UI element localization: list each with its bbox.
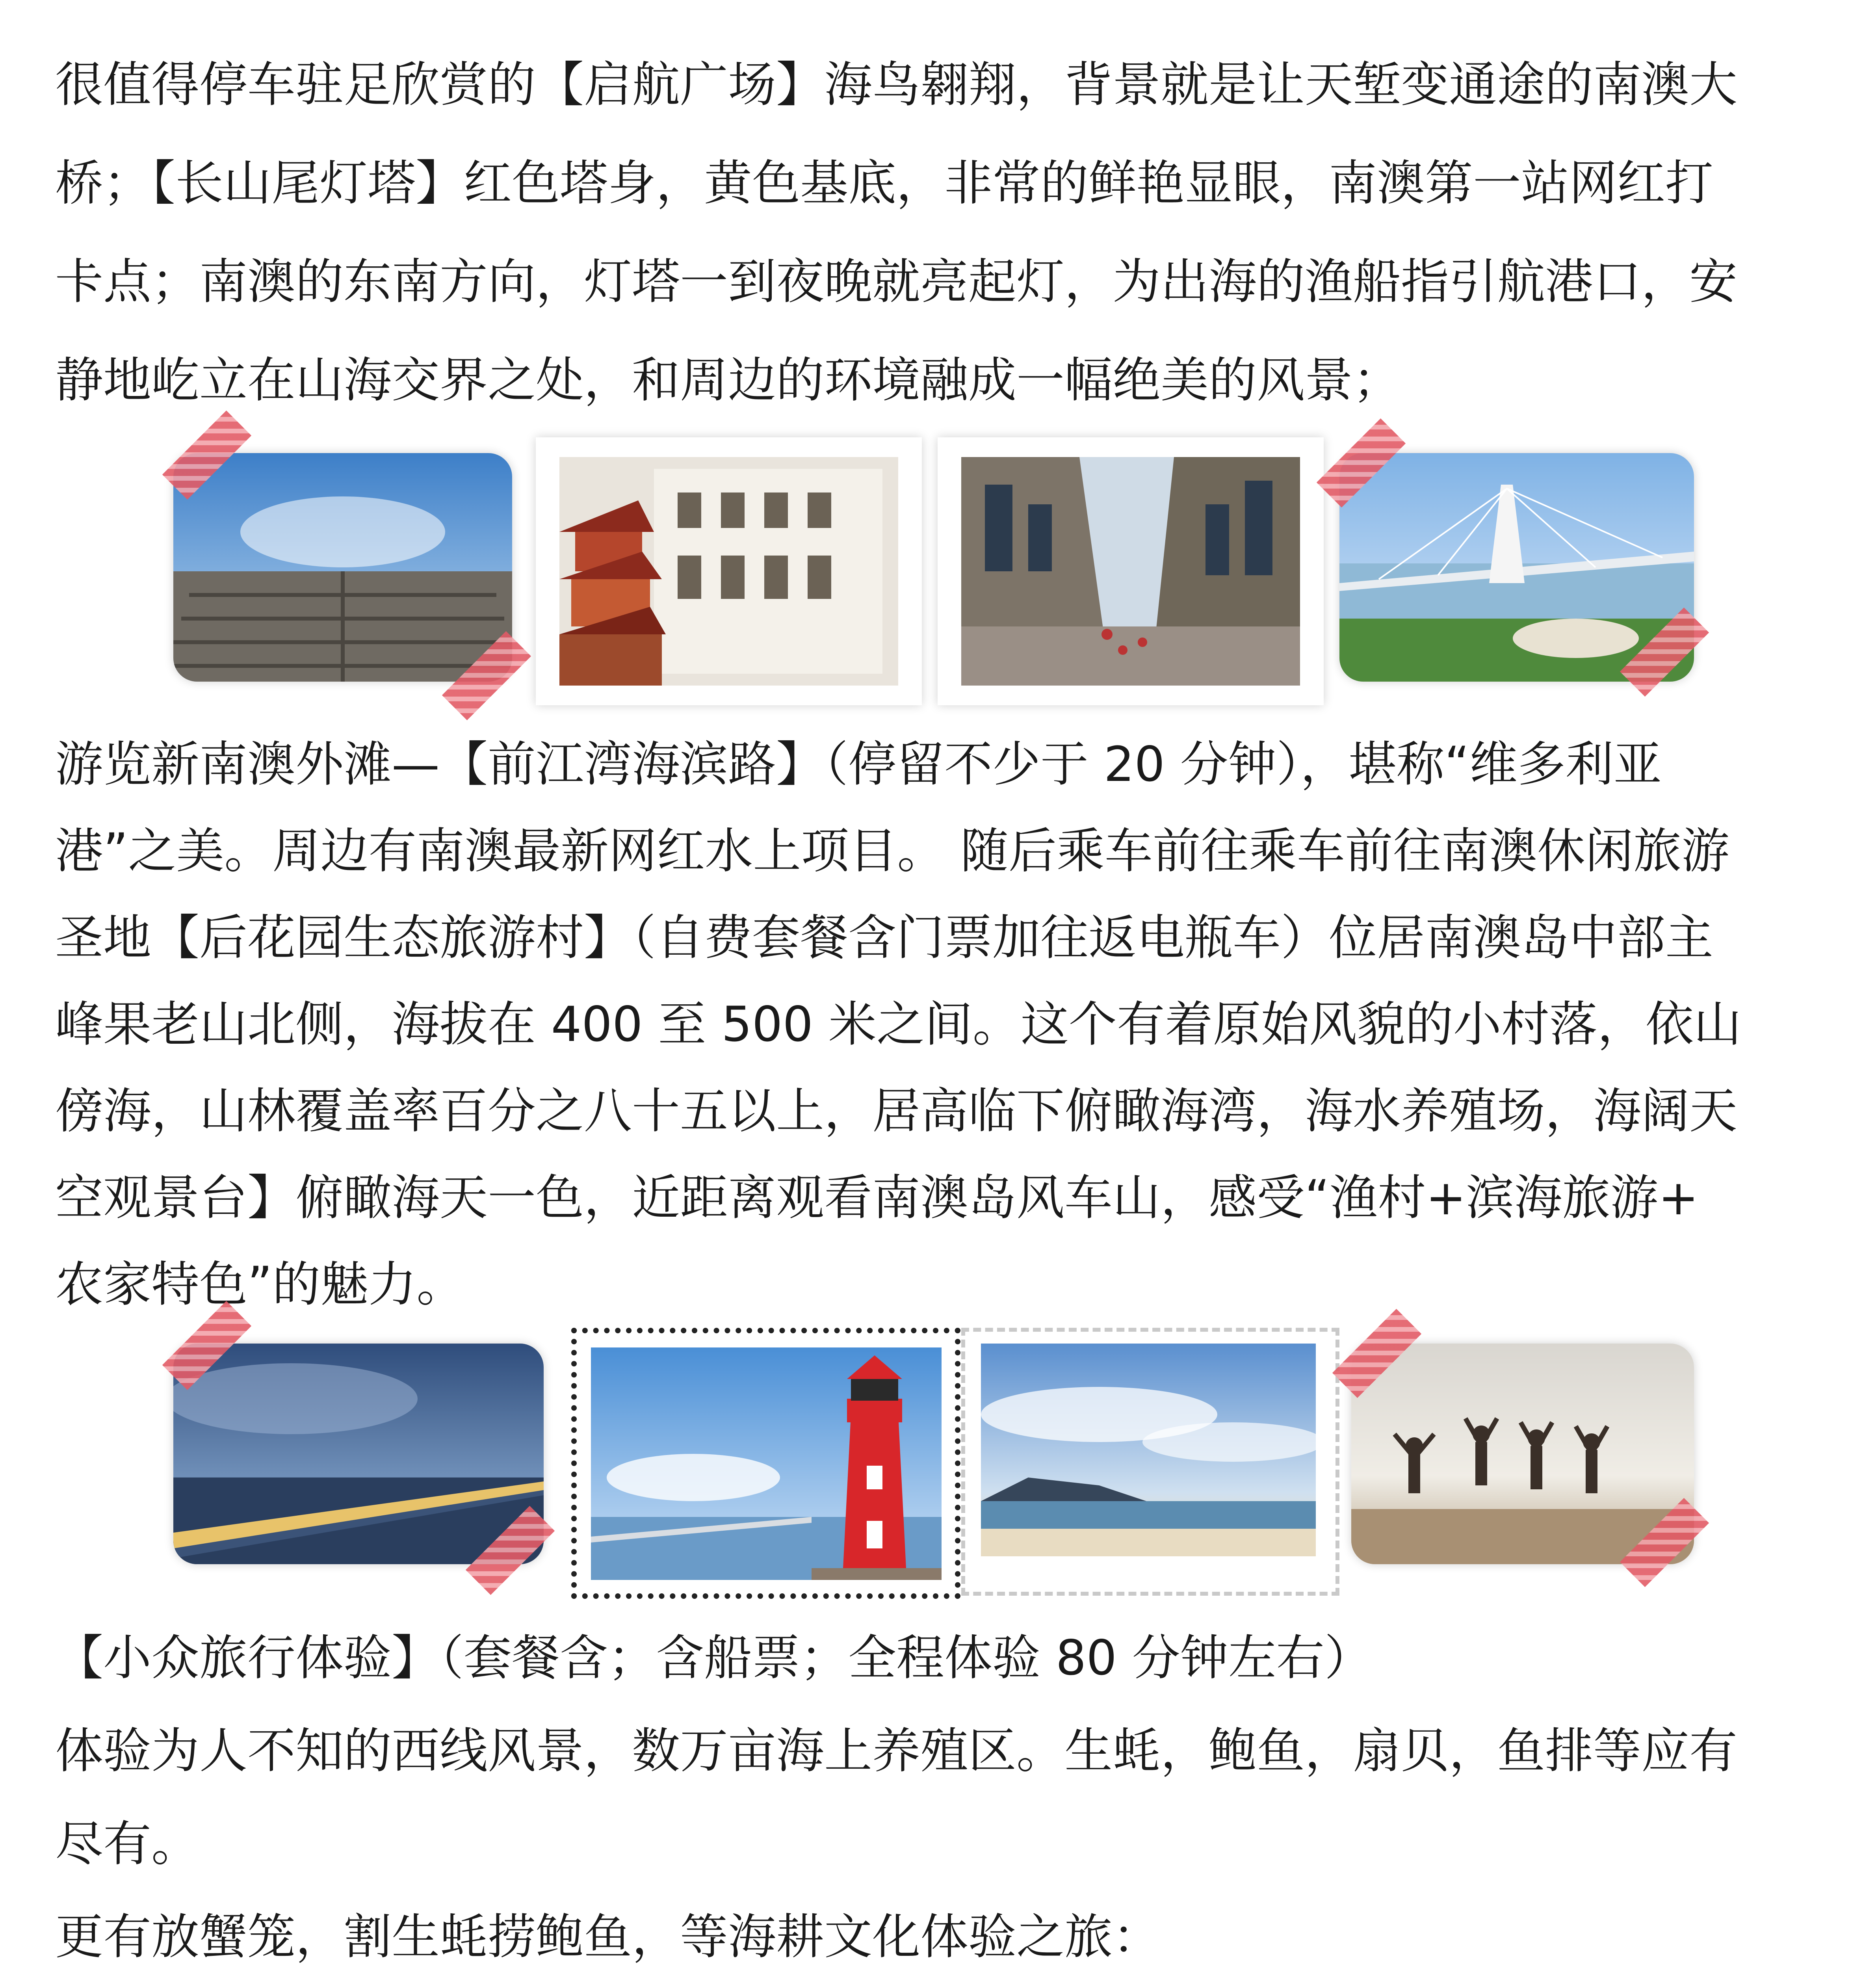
photo-nanao-bridge xyxy=(1339,453,1694,682)
text-line: 很值得停车驻足欣赏的【启航广场】海鸟翱翔，背景就是让天堑变通途的南澳大 xyxy=(55,57,1737,113)
text-line: 更有放蟹笼，割生蚝捞鲍鱼，等海耕文化体验之旅： xyxy=(55,1909,1161,1965)
text-line: 尽有。 xyxy=(55,1816,199,1872)
photo-beach-sky xyxy=(981,1344,1316,1556)
text-line: 桥；【长山尾灯塔】红色塔身，黄色基底，非常的鲜艳显眼，南澳第一站网红打 xyxy=(55,155,1713,211)
text-line: 圣地【后花园生态旅游村】（自费套餐含门票加往返电瓶车）位居南澳岛中部主 xyxy=(55,910,1713,966)
text-line: 【小众旅行体验】（套餐含；含船票；全程体验 80 分钟左右） xyxy=(55,1630,1373,1686)
photo-people-jumping xyxy=(1351,1344,1694,1564)
photo-red-lighthouse xyxy=(591,1347,942,1580)
text-line: 游览新南澳外滩—【前江湾海滨路】（停留不少于 20 分钟），堪称“维多利亚 xyxy=(55,736,1662,792)
photo-pagoda-building xyxy=(536,437,922,705)
paragraph-boat-experience xyxy=(55,1611,1828,1970)
paragraph-qianjiang-bay xyxy=(55,721,1828,1328)
text-line: 静地屹立在山海交界之处，和周边的环境融成一幅绝美的风景； xyxy=(55,352,1401,408)
paragraph-intro xyxy=(55,35,1828,429)
photo-old-street xyxy=(938,437,1324,705)
text-line: 傍海，山林覆盖率百分之八十五以上，居高临下俯瞰海湾，海水养殖场，海阔天 xyxy=(55,1083,1737,1139)
text-line: 体验为人不知的西线风景，数万亩海上养殖区。生蚝，鲍鱼，扇贝，鱼排等应有 xyxy=(55,1723,1737,1779)
text-line: 空观景台】俯瞰海天一色，近距离观看南澳岛风车山，感受“渔村+滨海旅游+ xyxy=(55,1170,1699,1226)
photo-bridge-dusk xyxy=(173,1344,544,1564)
photo-strip-1 xyxy=(165,437,1710,713)
text-line: 港”之美。周边有南澳最新网红水上项目。 随后乘车前往乘车前往南澳休闲旅游 xyxy=(55,823,1729,879)
photo-stone-steps xyxy=(173,453,512,682)
text-line: 卡点；南澳的东南方向，灯塔一到夜晚就亮起灯，为出海的渔船指引航港口，安 xyxy=(55,254,1737,310)
text-line: 峰果老山北侧，海拔在 400 至 500 米之间。这个有着原始风貌的小村落，依山 xyxy=(55,996,1742,1052)
photo-strip-2 xyxy=(165,1328,1710,1596)
text-line: 农家特色”的魅力。 xyxy=(55,1256,465,1312)
